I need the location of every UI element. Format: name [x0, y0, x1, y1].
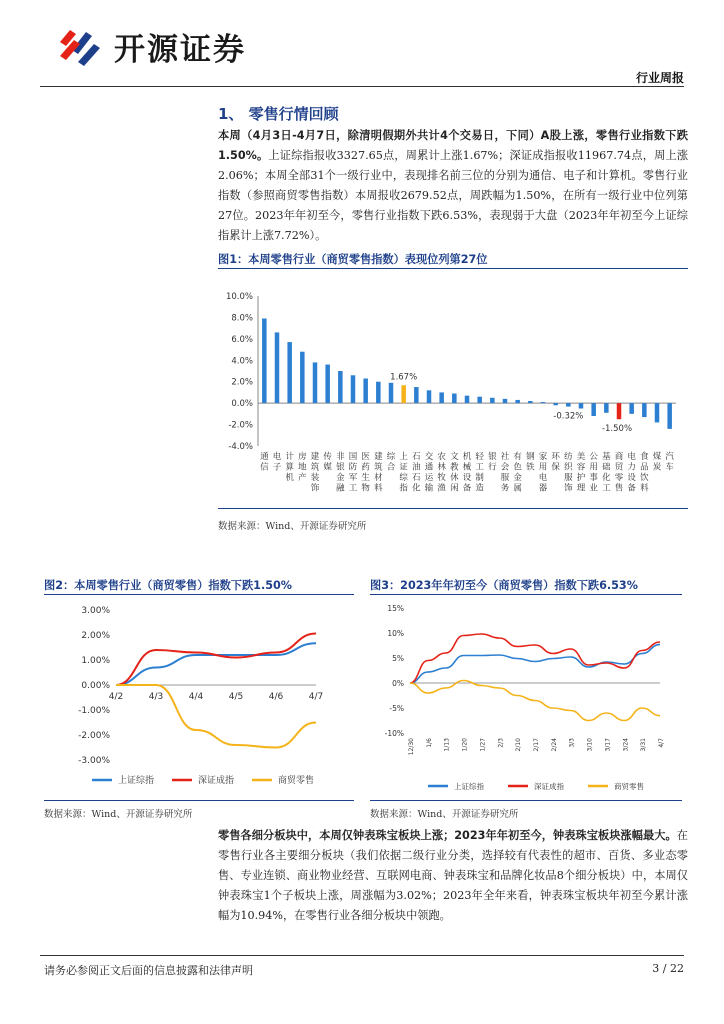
- paragraph-1: [218, 126, 688, 246]
- fig1-bar: [655, 403, 660, 422]
- fig1-bar: [439, 392, 444, 403]
- fig1-category-label: 纺织服饰: [564, 452, 573, 494]
- fig3-x-tick-label: 3/24: [622, 738, 630, 752]
- fig1-bar: [389, 383, 394, 403]
- fig1-rule: [218, 268, 688, 269]
- fig2-y-tick-label: -3.00%: [78, 756, 110, 766]
- fig1-category-label: 非银金融: [336, 452, 345, 494]
- fig1-bar: [604, 403, 609, 413]
- fig1-bar: [541, 402, 546, 403]
- fig1-bar: [477, 397, 482, 403]
- fig3-x-tick-label: 3/3: [568, 738, 576, 748]
- fig1-bar: [338, 371, 343, 403]
- fig1-bottom-rule: [218, 508, 688, 509]
- fig2-rule: [44, 594, 354, 595]
- fig1-bar: [553, 403, 558, 405]
- fig1-bar: [503, 399, 508, 403]
- fig1-category-label: 环保: [551, 452, 560, 473]
- fig3-x-tick-label: 2/17: [533, 738, 540, 752]
- fig2-legend-label: 商贸零售: [278, 776, 315, 786]
- fig1-bar: [401, 385, 406, 403]
- fig2-x-tick-label: 4/6: [268, 692, 284, 702]
- paragraph-2-body: 在零售行业各主要细分板块（我们依据二级行业分类，选择较有代表性的超市、百货、多业态零售、专业连锁、商业物业经营、互联网电商、钟表珠宝和品牌化妆品8个细分板块）中，本周仅钟表珠宝1个子板块上涨，周涨幅为3.02%；2023年全年来看，钟表珠宝板块年初至今累计涨幅为10.94%，在零售行业各细分板块中领跑。: [218, 829, 688, 922]
- fig1-category-label: 石油石化: [412, 452, 421, 494]
- fig3-x-tick-label: 12/30: [408, 738, 415, 756]
- fig3-y-tick-label: 5%: [392, 654, 404, 663]
- fig1-bar: [325, 365, 330, 404]
- fig1-category-label: 汽车: [665, 452, 674, 473]
- fig1-category-label: 文教休闲: [450, 452, 459, 494]
- fig3-y-tick-label: -5%: [389, 704, 404, 713]
- fig1-y-tick-label: 10.0%: [225, 292, 253, 302]
- fig1-y-tick-label: 4.0%: [231, 356, 253, 367]
- fig2-x-tick-label: 4/4: [188, 692, 204, 702]
- fig1-category-label: 国防军工: [348, 452, 358, 494]
- logo-icon: [56, 22, 104, 66]
- fig3-legend-label: 商贸零售: [614, 782, 644, 791]
- fig2-legend-label: 上证综指: [118, 776, 155, 786]
- fig1-category-label: 传媒: [323, 452, 332, 473]
- fig1-category-label: 钢铁: [526, 452, 535, 473]
- fig1-data-label: -0.32%: [553, 411, 584, 422]
- fig2-legend-label: 深证成指: [198, 776, 235, 786]
- brand-name: 开源证券: [114, 32, 246, 68]
- fig1-data-label: -1.50%: [601, 424, 633, 435]
- fig1-category-label: 商贸零售: [614, 452, 624, 494]
- fig3-y-tick-label: -10%: [384, 729, 404, 738]
- fig3-y-tick-label: 0%: [392, 679, 404, 688]
- fig3-series-line: [410, 681, 660, 721]
- fig2-y-tick-label: -2.00%: [78, 731, 110, 741]
- fig3-bottom-rule: [370, 800, 682, 801]
- paragraph-2: [218, 826, 688, 926]
- fig1-bar: [376, 382, 381, 403]
- fig3-x-tick-label: 3/31: [640, 738, 648, 752]
- fig1-bar-chart: [218, 276, 688, 508]
- fig3-x-tick-label: 1/13: [443, 738, 451, 752]
- fig1-bar: [363, 379, 368, 404]
- fig1-y-tick-label: 0.0%: [231, 399, 253, 410]
- fig3-line-chart: [370, 598, 682, 798]
- fig3-y-tick-label: 10%: [387, 629, 404, 638]
- fig3-x-tick-label: 2/24: [550, 738, 558, 752]
- fig2-y-tick-label: 3.00%: [81, 606, 110, 616]
- fig1-category-label: 家用电器: [538, 452, 548, 494]
- fig1-bar: [275, 332, 280, 403]
- fig1-category-label: 通信: [260, 452, 269, 473]
- fig1-category-label: 医药生物: [361, 452, 370, 494]
- fig1-category-label: 计算机: [285, 452, 294, 483]
- fig2-y-tick-label: 1.00%: [81, 656, 110, 666]
- fig3-x-tick-label: 4/7: [658, 738, 665, 748]
- fig1-bar: [351, 375, 356, 403]
- fig3-y-tick-label: 15%: [387, 604, 404, 613]
- fig1-category-label: 交通运输: [424, 452, 434, 494]
- fig1-bar: [287, 342, 292, 403]
- fig1-bar: [515, 400, 520, 403]
- fig3-x-tick-label: 3/10: [586, 738, 594, 752]
- fig2-line-chart: [44, 598, 354, 798]
- fig2-x-tick-label: 4/2: [108, 692, 124, 702]
- footer-disclaimer: 请务必参阅正文后面的信息披露和法律声明: [44, 964, 253, 977]
- fig1-category-label: 银行: [488, 452, 497, 473]
- fig1-bar: [579, 403, 584, 408]
- footer-divider: [40, 955, 684, 956]
- fig1-category-label: 电力设备: [627, 452, 636, 494]
- fig3-x-tick-label: 3/17: [604, 738, 612, 752]
- fig1-bar: [414, 387, 419, 403]
- fig1-y-tick-label: 2.0%: [231, 377, 253, 388]
- fig2-y-tick-label: -1.00%: [78, 706, 110, 716]
- fig1-category-label: 电子: [272, 452, 282, 473]
- fig1-bar: [452, 394, 457, 404]
- fig1-bar: [629, 403, 634, 414]
- fig1-category-label: 公用事业: [589, 452, 598, 494]
- fig3-x-tick-label: 1/20: [461, 738, 469, 752]
- paragraph-1-body: 上证综指报收3327.65点，周累计上涨1.67%；深证成指报收11967.74点，周上涨2.06%；本周全部31个一级行业中，表现排名前三位的分别为通信、电子和计算机。零售行业指数（参照商贸零售指数）本周报收2679.52点，周跌幅为1.50%，在所有一级行业中位列第27位。2023年年初至今，零售行业指数下跌6.53%，表现弱于大盘（2023年年初至今上证综指累计上涨7.72%）。: [218, 149, 689, 242]
- fig1-bar: [566, 403, 571, 406]
- fig3-rule: [370, 594, 682, 595]
- fig1-category-label: 机械设备: [462, 452, 472, 494]
- fig3-legend-label: 上证综指: [454, 782, 484, 791]
- fig1-category-label: 综合: [386, 452, 396, 473]
- fig3-series-line: [410, 644, 660, 683]
- fig1-category-label: 有色金属: [513, 452, 522, 494]
- fig2-series-line: [116, 634, 316, 686]
- fig1-source: 数据来源：Wind、开源证券研究所: [218, 521, 367, 532]
- fig1-y-tick-label: 6.0%: [231, 334, 253, 345]
- fig1-bar: [313, 362, 318, 403]
- fig3-x-tick-label: 1/6: [425, 738, 433, 748]
- fig1-category-label: 上证综指: [399, 452, 408, 494]
- fig1-bar: [465, 396, 470, 404]
- fig2-y-tick-label: 0.00%: [81, 681, 110, 691]
- fig1-category-label: 建筑装饰: [310, 452, 320, 494]
- fig3-x-tick-label: 2/10: [515, 738, 523, 752]
- fig3-x-tick-label: 2/3: [497, 738, 505, 748]
- fig2-source: 数据来源：Wind、开源证券研究所: [44, 809, 193, 820]
- fig1-category-label: 食品饮料: [640, 452, 649, 494]
- header-divider: [40, 86, 684, 87]
- fig1-category-label: 美容护理: [576, 452, 586, 494]
- fig2-y-tick-label: 2.00%: [81, 631, 110, 641]
- fig2-x-tick-label: 4/5: [228, 692, 244, 702]
- fig1-bar: [642, 403, 647, 417]
- fig1-category-label: 轻工制造: [475, 452, 484, 494]
- fig1-bar: [528, 401, 533, 403]
- fig1-bar: [262, 319, 267, 404]
- fig1-category-label: 农林牧渔: [437, 452, 446, 494]
- fig2-title: 图2：本周零售行业（商贸零售）指数下跌1.50%: [44, 579, 292, 592]
- fig1-category-label: 建筑材料: [374, 452, 383, 494]
- fig1-bar: [667, 403, 672, 429]
- fig1-bar: [591, 403, 596, 416]
- fig3-series-line: [410, 634, 660, 683]
- fig1-title: 图1：本周零售行业（商贸零售指数）表现位列第27位: [218, 253, 488, 266]
- page-number: 3 / 22: [652, 962, 684, 975]
- report-type: 行业周报: [635, 71, 684, 85]
- fig1-bar: [490, 398, 495, 403]
- fig2-x-tick-label: 4/7: [308, 692, 324, 702]
- section-title: 1、 零售行情回顾: [218, 105, 339, 123]
- fig1-bar: [617, 403, 622, 419]
- fig3-x-tick-label: 1/27: [479, 738, 487, 752]
- fig1-category-label: 煤炭: [652, 452, 662, 473]
- fig1-y-tick-label: -4.0%: [228, 442, 253, 452]
- fig3-source: 数据来源：Wind、开源证券研究所: [370, 809, 519, 820]
- fig1-data-label: 1.67%: [390, 372, 418, 383]
- fig1-y-tick-label: 8.0%: [231, 313, 253, 324]
- fig2-bottom-rule: [44, 800, 354, 801]
- fig1-category-label: 社会服务: [500, 452, 510, 494]
- fig1-bar: [427, 390, 432, 403]
- paragraph-1-lead: 本周（4月3日-4月7日，除清明假期外共计4个交易日，下同）A股上涨，零售行业指数下跌1.50%。: [218, 129, 688, 162]
- fig1-bar: [300, 352, 305, 403]
- fig1-category-label: 基础化工: [602, 452, 611, 494]
- fig2-series-line: [116, 685, 316, 748]
- fig1-category-label: 房地产: [298, 452, 307, 483]
- fig3-legend-label: 深证成指: [534, 782, 564, 791]
- fig3-title: 图3：2023年年初至今（商贸零售）指数下跌6.53%: [370, 579, 638, 592]
- fig1-y-tick-label: -2.0%: [228, 420, 253, 431]
- fig2-x-tick-label: 4/3: [148, 692, 164, 702]
- paragraph-2-lead: 零售各细分板块中，本周仅钟表珠宝板块上涨；2023年年初至今，钟表珠宝板块涨幅最大。: [218, 829, 677, 842]
